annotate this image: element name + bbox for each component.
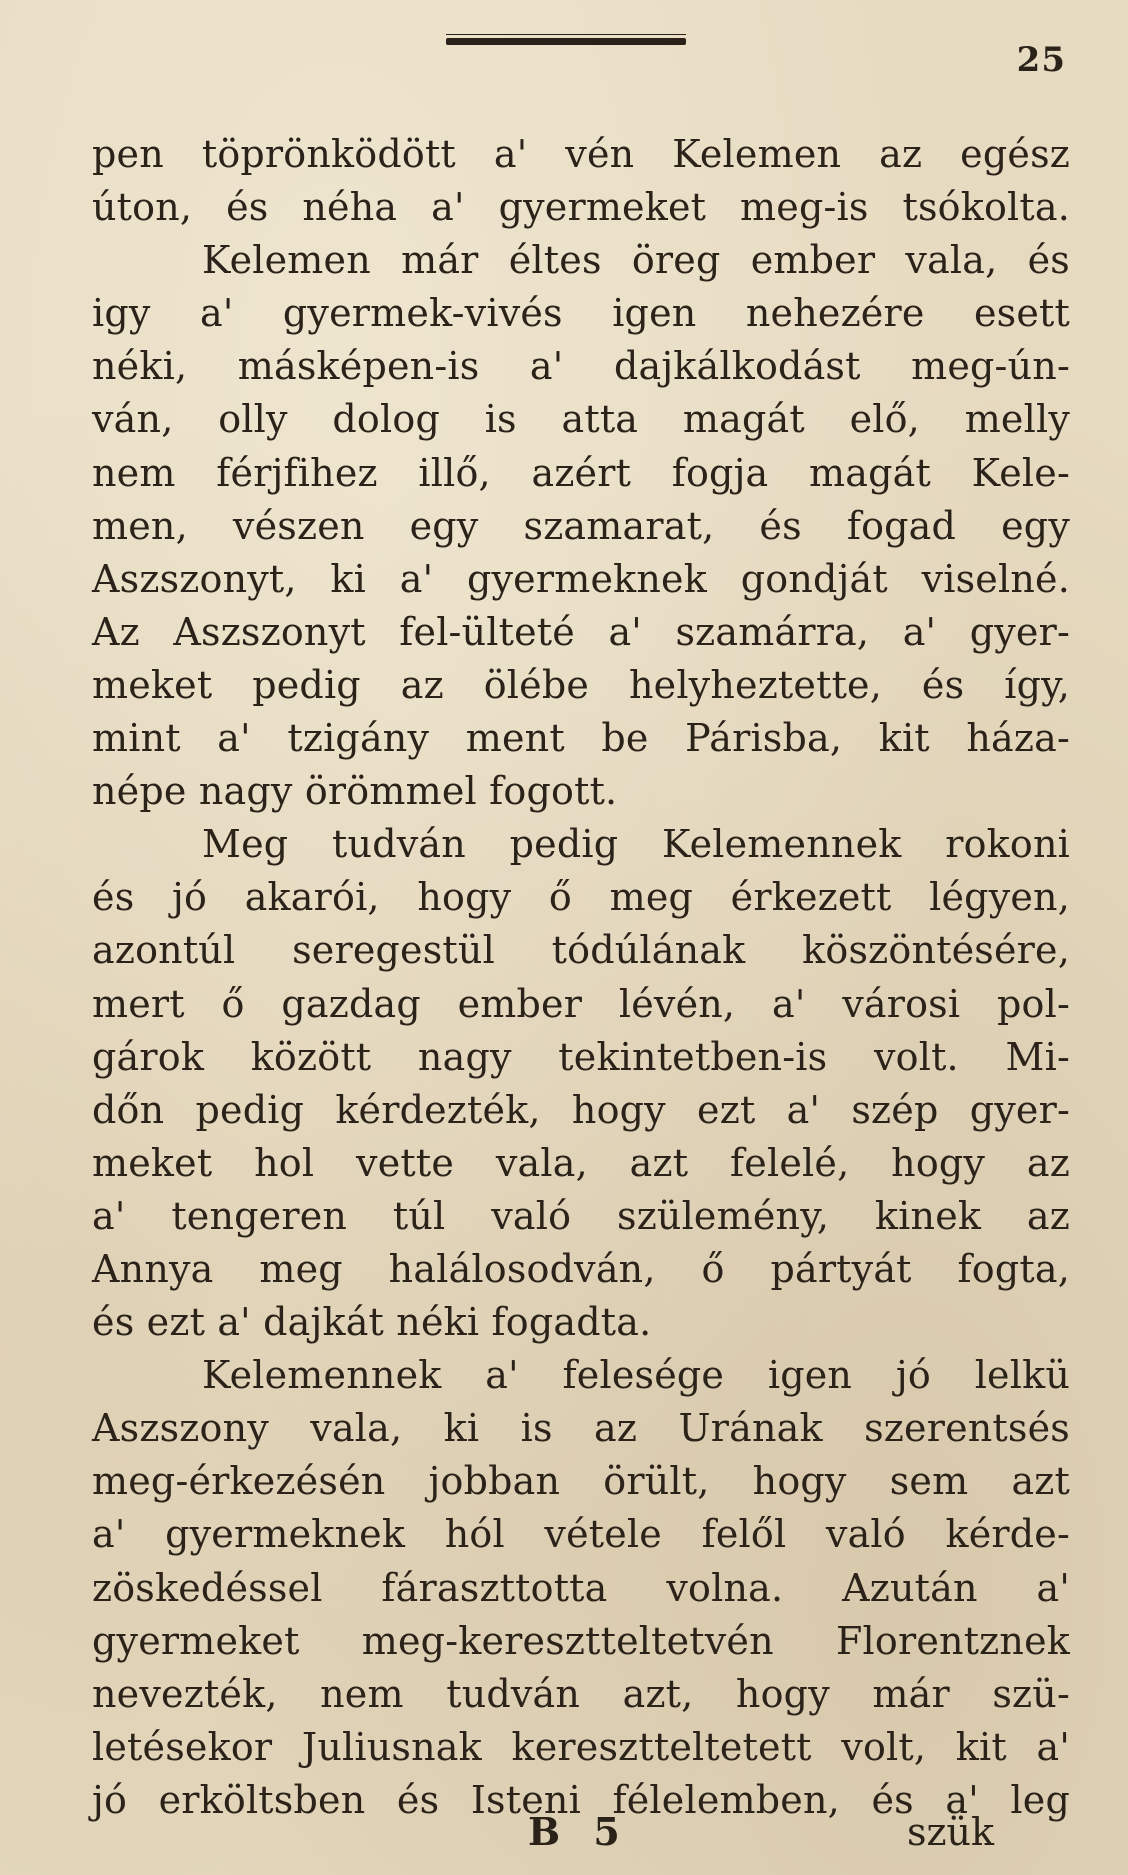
text-line: és jó akarói, hogy ő meg érkezett légyen,: [92, 875, 1070, 920]
text-line: nevezték, nem tudván azt, hogy már szü-: [92, 1671, 1070, 1716]
text-line: népe nagy örömmel fogott.: [92, 769, 618, 814]
text-line: dőn pedig kérdezték, hogy ezt a' szép gyer-: [92, 1087, 1070, 1132]
text-line: pen töprönködött a' vén Kelemen az egész: [92, 132, 1070, 176]
text-line: Kelemen már éltes öreg ember vala, és: [202, 238, 1070, 283]
text-line: Annya meg halálosodván, ő pártyát fogta,: [92, 1246, 1070, 1291]
text-line: Kelemennek a' felesége igen jó lelkü: [202, 1353, 1070, 1398]
text-line: igy a' gyermek-vivés igen nehezére esett: [92, 291, 1070, 336]
catchword: szük: [906, 1810, 994, 1854]
text-line: zöskedéssel fáraszttotta volna. Azután a': [92, 1565, 1070, 1610]
text-line: Aszszonyt, ki a' gyermeknek gondját viselné.: [92, 556, 1070, 601]
text-line: a' tengeren túl való szülemény, kinek az: [92, 1193, 1070, 1238]
header-rule: [446, 34, 686, 48]
signature-mark: B 5: [528, 1809, 630, 1854]
page-footer: [0, 1805, 1128, 1859]
body-text: [92, 128, 1070, 1827]
text-line: ván, olly dolog is atta magát elő, melly: [92, 397, 1070, 442]
text-line: nem férjfihez illő, azért fogja magát Kele-: [92, 450, 1070, 495]
text-line: azontúl seregestül tódúlának köszöntésére,: [92, 928, 1070, 973]
text-line: Az Aszszonyt fel-ülteté a' szamárra, a' gyer-: [92, 609, 1070, 654]
header-rule-bar: [446, 38, 686, 45]
text-line: gyermeket meg-keresztteltetvén Florentznek: [92, 1618, 1070, 1663]
text-line: meket pedig az ölébe helyheztette, és így,: [92, 662, 1070, 707]
text-line: jó erköltsben és Isteni félelemben, és a' leg: [92, 1777, 1070, 1822]
header-rule-hairline: [446, 34, 686, 35]
text-line: mint a' tzigány ment be Párisba, kit háza-: [92, 716, 1070, 761]
text-line: meket hol vette vala, azt felelé, hogy az: [92, 1140, 1070, 1185]
text-line: a' gyermeknek hól vétele felől való kérde-: [92, 1512, 1070, 1557]
text-line: Aszszony vala, ki is az Urának szerentsés: [92, 1406, 1070, 1451]
text-line: néki, másképen-is a' dajkálkodást meg-ún-: [92, 344, 1070, 389]
text-line: gárok között nagy tekintetben-is volt. Mi-: [92, 1034, 1070, 1079]
text-line: és ezt a' dajkát néki fogadta.: [92, 1300, 652, 1345]
text-line: letésekor Juliusnak keresztteltetett volt, kit a': [92, 1724, 1070, 1769]
text-line: Meg tudván pedig Kelemennek rokoni: [202, 822, 1070, 867]
text-line: mert ő gazdag ember lévén, a' városi pol-: [92, 981, 1070, 1026]
text-line: meg-érkezésén jobban örült, hogy sem azt: [92, 1459, 1070, 1504]
text-line: úton, és néha a' gyermeket meg-is tsókolta.: [92, 185, 1070, 230]
text-line: men, vészen egy szamarat, és fogad egy: [92, 503, 1070, 548]
page-number: 25: [1016, 40, 1066, 80]
